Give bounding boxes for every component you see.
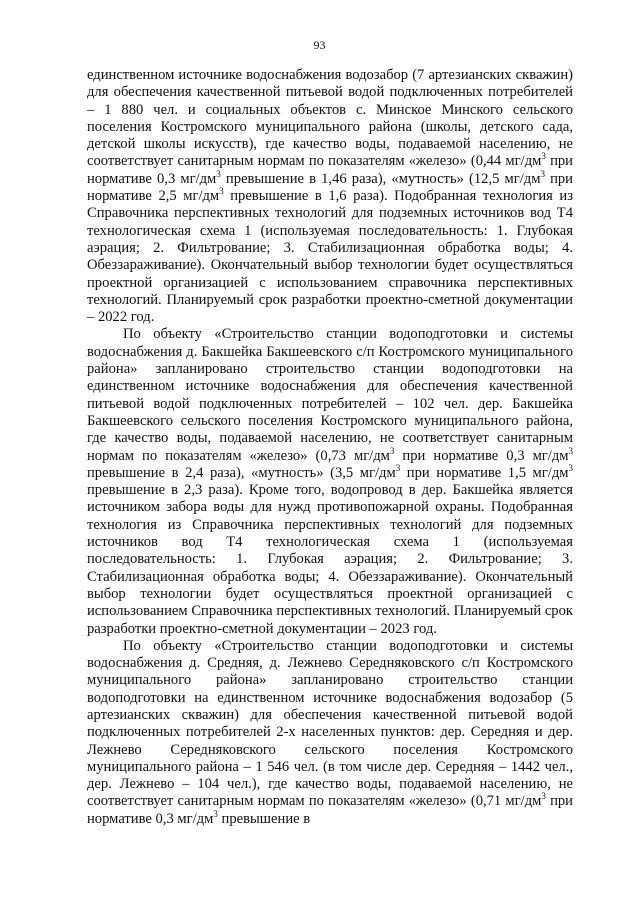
superscript: 3	[541, 151, 546, 162]
paragraph-text: при нормативе 1,5 мг/дм	[400, 464, 569, 481]
paragraph-text: превышение в 2,3 раза). Кроме того, водопровод в дер. Бакшейка является источником забора воды для нужд противопожарной охраны. Подобранная технология из Справочника перспективных технологий для подземных источников вод Т4 технологическая схема 1 (используемая последовательность: 1. Глубокая аэрация; 2. Фильтрование; 3. Стабилизационная обработка воды; 4. Обеззараживание). Окончательный выбор технологии будет осуществляться проектной организацией с использованием Справочника перспективных технологий. Планируемый срок разработки проектно-сметной документации – 2023 год.	[87, 482, 573, 637]
paragraph-text: при нормативе 0,3 мг/дм	[394, 447, 569, 464]
superscript: 3	[540, 168, 545, 179]
paragraph	[87, 67, 573, 326]
superscript: 3	[568, 445, 574, 456]
paragraph-text: при нормативе 2,5 мг/дм	[87, 170, 573, 205]
paragraph	[87, 638, 573, 828]
superscript: 3	[216, 168, 221, 179]
paragraph-text: По объекту «Строительство станции водоподготовки и системы водоснабжения д. Средняя, д. Лежнево Середняковского с/п Костромского муниципального района» запланировано строительство станции водоподготовки на единственном источнике водоснабжения водозабор (5 артезианских скважин) для обеспечения качественной питьевой водой подключенных потребителей 2-х населенных пунктов: дер. Середняя и дер. Лежнево Середняковского сельского поселения Костромского муниципального района – 1 546 чел. (в том числе дер. Середняя – 1442 чел., дер. Лежнево – 104 чел.), где качество воды, подаваемой населению, не соответствует санитарным нормам по показателям «железо» (0,71 мг/дм	[87, 637, 573, 810]
superscript: 3	[219, 186, 224, 197]
paragraph-text: при нормативе 0,3 мг/дм	[87, 153, 573, 187]
superscript: 3	[568, 462, 573, 473]
superscript: 3	[389, 445, 395, 456]
paragraph-text: превышение в	[217, 810, 311, 827]
superscript: 3	[395, 462, 401, 473]
paragraph-text: при нормативе 0,3 мг/дм	[87, 793, 573, 827]
paragraph-text: единственном источнике водоснабжения водозабор (7 артезианских скважин) для обеспечения качественной питьевой водой подключенных потребителей – 1 880 чел. и социальных объектов с. Минское Минского сельского поселения Костромского муниципального района (школы, детского сада, детской школы искусств), где качество воды, подаваемой населению, не соответствует санитарным нормам по показателям «железо» (0,44 мг/дм	[87, 67, 573, 170]
body-text	[87, 67, 573, 828]
paragraph-text: превышение в 2,4 раза), «мутность» (3,5 мг/дм	[87, 464, 396, 481]
paragraph	[87, 326, 573, 637]
paragraph-text: превышение в 1,46 раза), «мутность» (12,5 мг/дм	[220, 170, 541, 187]
paragraph-text: превышение в 1,6 раза). Подобранная технология из Справочника перспективных технологий для подземных источников вод Т4 технологическая схема 1 (используемая последовательность: 1. Глубокая аэрация; 2. Фильтрование; 3. Стабилизационная обработка воды; 4. Обеззараживание). Окончательный выбор технологии будет осуществляться проектной организацией с использованием справочника перспективных технологий. Планируемый срок разработки проектно-сметной документации – 2022 год.	[87, 188, 573, 326]
superscript: 3	[213, 808, 218, 819]
page-number: 93	[313, 38, 326, 52]
paragraph-text: По объекту «Строительство станции водоподготовки и системы водоснабжения д. Бакшейка Бакшеевского с/п Костромского муниципального района» запланировано строительство станции водоподготовки на единственном источнике водоснабжения для обеспечения качественной питьевой водой подключенных потребителей – 102 чел. дер. Бакшейка Бакшеевского сельского поселения Костромского муниципального района, где качество воды, подаваемой населению, не соответствует санитарным нормам по показателям «железо» (0,73 мг/дм	[87, 326, 573, 464]
superscript: 3	[541, 791, 546, 802]
